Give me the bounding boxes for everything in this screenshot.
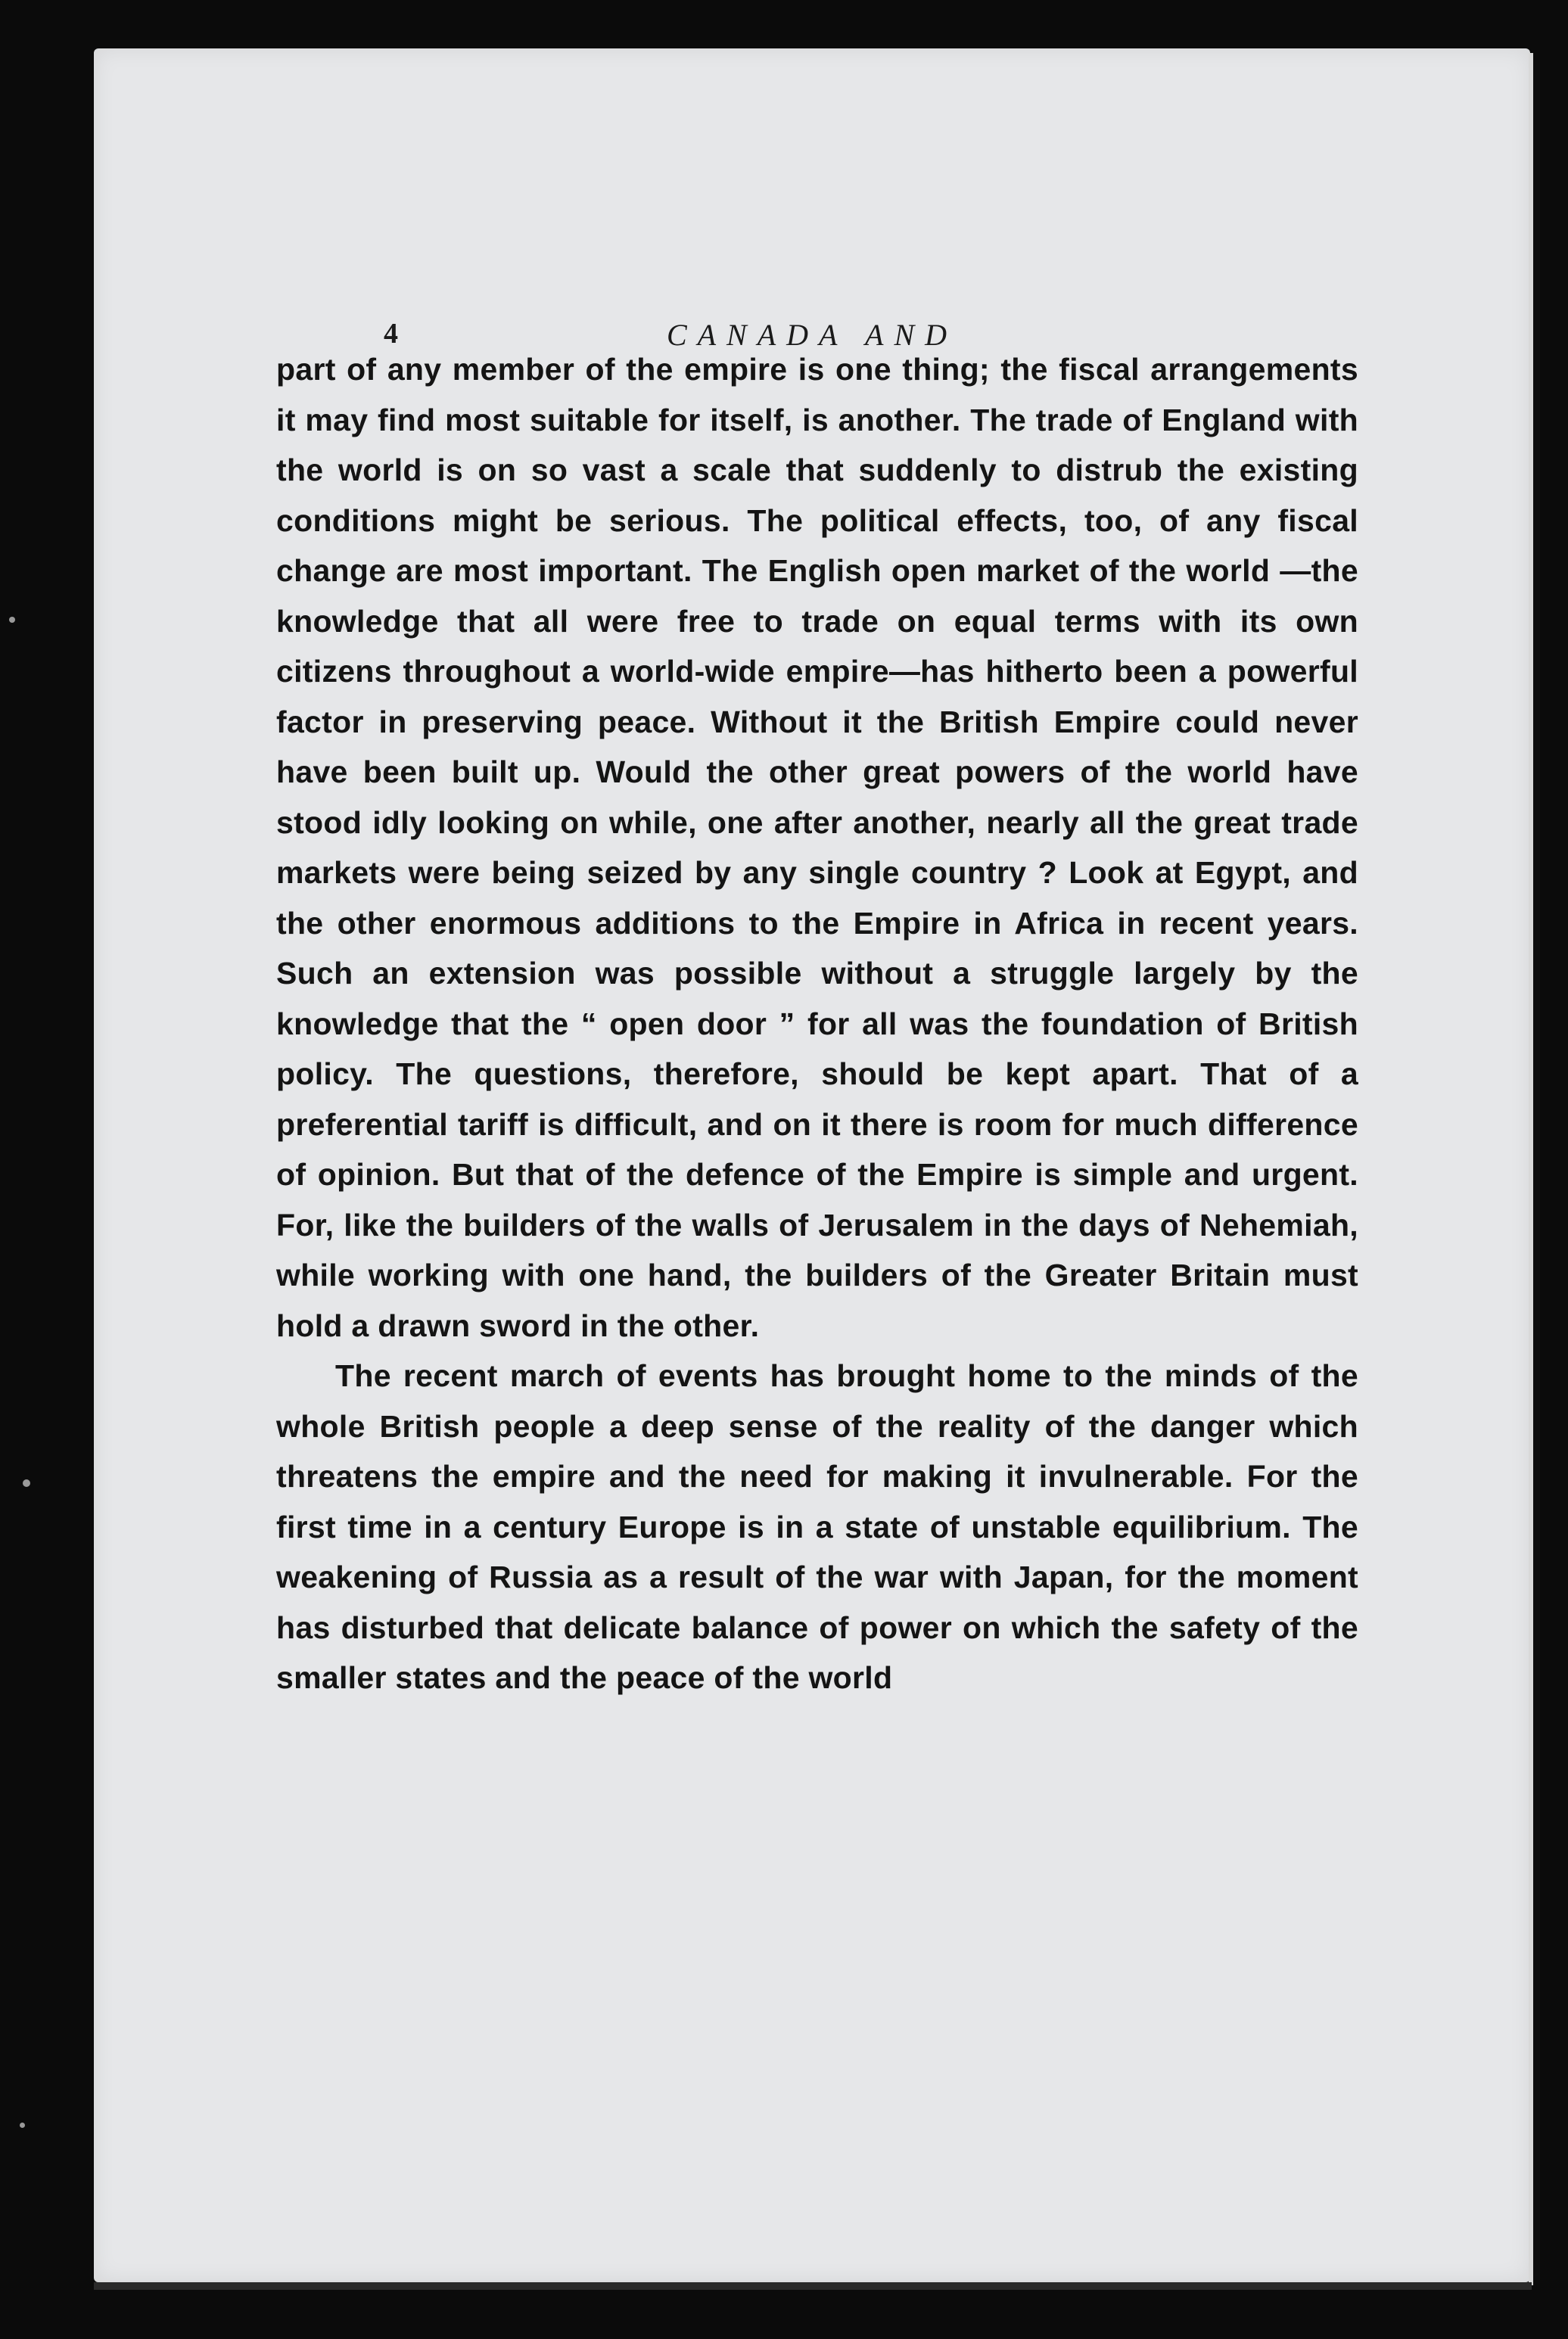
paragraph-1: part of any member of the empire is one thing; the fiscal arrangements it may find most suitable for itself, is another. The trade of England with the world is on so vast a scale that suddenly to distrub the existing conditions might be serious. The political effects, too, of any fiscal change are most important. The English open market of the world —the knowledge that all were free to trade on equal terms with its own citizens throughout a world-wide empire—has hitherto been a powerful factor in preserving peace. Without it the British Empire could never have been built up. Would the other great powers of the world have stood idly looking on while, one after another, nearly all the great trade markets were being seized by any single country ? Look at Egypt, and the other enormous additions to the Empire in Africa in recent years. Such an extension was possible without a struggle largely by the knowledge that the “ open door ” for all was the foundation of British policy. The questions, therefore, should be kept apart. That of a preferential tariff is difficult, and on it there is room for much difference of opinion. But that of the defence of the Empire is simple and urgent. For, like the builders of the walls of Jerusalem in the days of Nehemiah, while working with one hand, the builders of the Greater Britain must hold a drawn sword in the other. [276,352,1358,1343]
scan-speck [20,2123,25,2128]
page-number: 4 [384,318,398,350]
scan-speck [23,1479,30,1487]
page-right-edge [1529,53,1533,2285]
page-bottom-edge [94,2282,1532,2290]
paragraph-2: The recent march of events has brought home to the minds of the whole British people a deep sense of the reality of the danger which threatens the empire and the need for making it invulnerable. For the first time in a century Europe is in a state of unstable equilibrium. The weakening of Russia as a result of the war with Japan, for the moment has disturbed that delicate balance of power on which the safety of the smaller states and the peace of the world [276,1358,1358,1695]
running-head: CANADA AND [666,318,958,352]
scan-speck [9,617,15,623]
body-text [276,344,1358,1703]
